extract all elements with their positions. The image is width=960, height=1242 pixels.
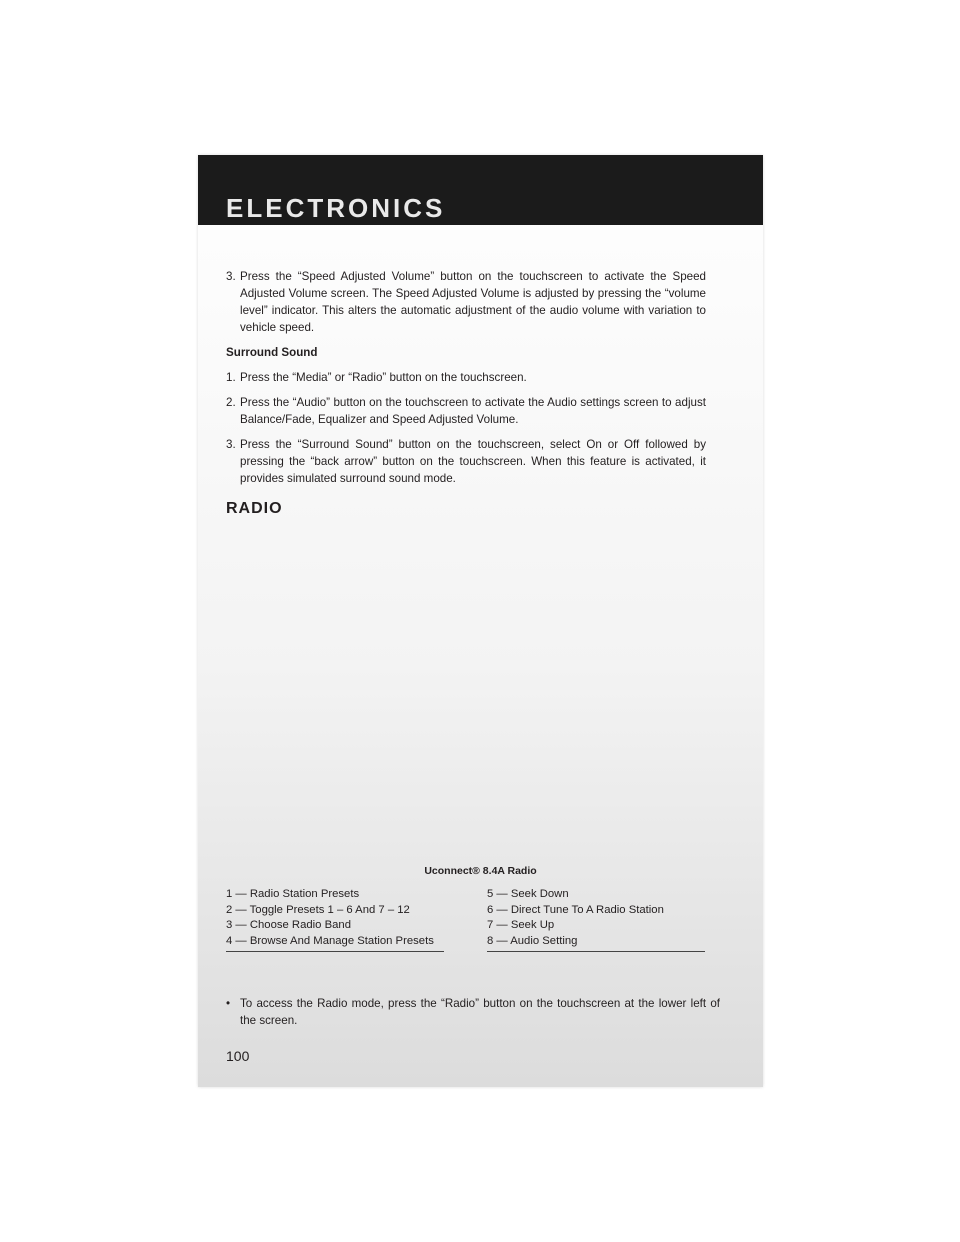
legend-item: 8 — Audio Setting (487, 934, 578, 947)
legend-item: 1 — Radio Station Presets (226, 888, 360, 900)
radio-heading: RADIO (226, 500, 283, 517)
manual-page (198, 155, 763, 1087)
step-text: Press the “Surround Sound” button on the touchscreen, select On or Off followed by pressing the “back arrow” button on the touchscreen. When this feature is activated, it provides simulated surround sound mode. (240, 438, 706, 485)
radio-access-bullet (226, 995, 720, 1029)
speed-volume-step (226, 268, 706, 336)
step-number: 2. (226, 396, 236, 409)
legend-left (226, 887, 444, 952)
step-text: Press the “Speed Adjusted Volume” button on the touchscreen to activate the Speed Adjusted Volume screen. The Speed Adjusted Volume is adjusted by pressing the “volume level” indicator. This alters the automatic adjustment of the audio volume with variation to vehicle speed. (240, 270, 706, 334)
legend-item: 6 — Direct Tune To A Radio Station (487, 903, 664, 916)
step-number: 3. (226, 438, 236, 451)
legend-item: 3 — Choose Radio Band (226, 919, 351, 931)
step-text: Press the “Audio” button on the touchscreen to activate the Audio settings screen to adjust Balance/Fade, Equalizer and Speed Adjusted Volume. (240, 396, 706, 426)
legend-right (487, 887, 705, 952)
page-number: 100 (226, 1048, 250, 1064)
step-number: 1. (226, 371, 236, 384)
section-header-bar (198, 155, 763, 225)
legend-item: 5 — Seek Down (487, 888, 569, 900)
legend-item: 7 — Seek Up (487, 919, 555, 931)
figure-caption: Uconnect® 8.4A Radio (424, 865, 537, 877)
legend-item: 2 — Toggle Presets 1 – 6 And 7 – 12 (226, 903, 410, 916)
radio-figure-placeholder (226, 530, 706, 850)
step-number: 3. (226, 270, 236, 283)
legend-item: 4 — Browse And Manage Station Presets (226, 934, 434, 947)
bullet-text: To access the Radio mode, press the “Radio” button on the touchscreen at the lower left of the screen. (240, 997, 720, 1027)
surround-sound-heading: Surround Sound (226, 346, 318, 359)
surround-step-2 (226, 394, 706, 428)
surround-step-1 (226, 369, 706, 386)
main-content (226, 268, 706, 495)
surround-step-3 (226, 436, 706, 487)
step-text: Press the “Media” or “Radio” button on the touchscreen. (240, 371, 527, 384)
bullet-icon: • (226, 997, 231, 1010)
section-title: ELECTRONICS (226, 193, 446, 223)
